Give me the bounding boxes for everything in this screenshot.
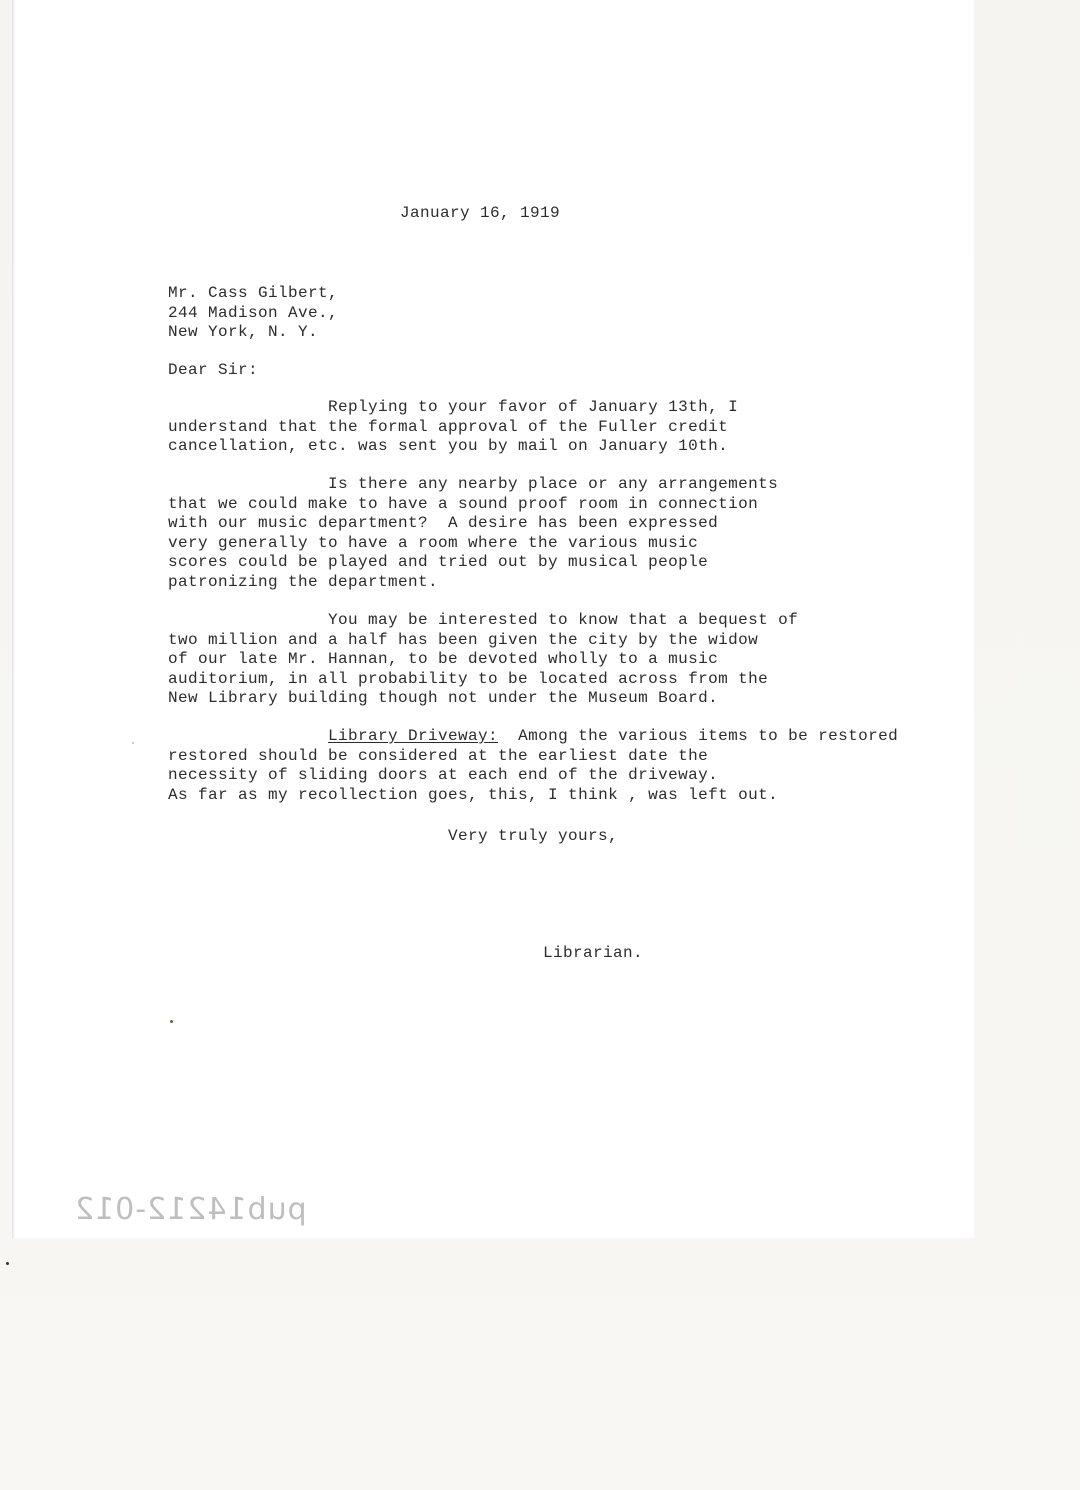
paragraph-indent [168, 727, 328, 745]
paper-speck [6, 1262, 9, 1265]
paragraph-line: necessity of sliding doors at each end of the driveway. [168, 766, 719, 784]
paragraph-line: You may be interested to know that a bequest of [168, 611, 799, 629]
paragraph-line: Among the various items to be restored [498, 727, 899, 745]
paragraph-line: scores could be played and tried out by musical people [168, 553, 709, 571]
letter-date: January 16, 1919 [400, 204, 561, 222]
salutation: Dear Sir: [168, 361, 259, 379]
page-edge-shadow [12, 0, 15, 1238]
address-line-city: New York, N. Y. [168, 323, 319, 341]
paragraph-line: of our late Mr. Hannan, to be devoted wholly to a music [168, 650, 719, 668]
driveway-heading: Library Driveway: [328, 727, 499, 745]
paragraph-line: that we could make to have a sound proof room in connection [168, 494, 759, 513]
paragraph-library-driveway [168, 727, 898, 805]
paragraph-line: cancellation, etc. was sent you by mail on January 10th. [168, 437, 729, 455]
paragraph-bequest [168, 611, 798, 709]
paragraph-line: understand that the formal approval of the Fuller credit [168, 417, 729, 436]
paper-speck [170, 1020, 173, 1023]
paragraph-line: New Library building though not under the Museum Board. [168, 689, 719, 707]
paragraph-line: restored should be considered at the earliest date the [168, 746, 709, 765]
paragraph-line: with our music department? A desire has been expressed [168, 514, 719, 532]
paragraph-line: auditorium, in all probability to be located across from the [168, 669, 769, 688]
paragraph-line: very generally to have a room where the various music [168, 533, 699, 552]
archive-pencil-mark: pub14212-012 [74, 1192, 307, 1227]
paragraph-line: Is there any nearby place or any arrangements [168, 475, 779, 493]
signature-title: Librarian. [543, 944, 644, 962]
complimentary-close: Very truly yours, [448, 827, 619, 845]
paragraph-approval [168, 398, 738, 457]
paragraph-line: As far as my recollection goes, this, I think , was left out. [168, 785, 779, 804]
paragraph-sound-proof-room [168, 475, 778, 592]
paragraph-line: patronizing the department. [168, 572, 439, 591]
address-line-street: 244 Madison Ave., [168, 303, 339, 322]
recipient-address [168, 284, 338, 343]
address-line-name: Mr. Cass Gilbert, [168, 284, 339, 302]
paper-speck [132, 742, 134, 744]
paragraph-line: Replying to your favor of January 13th, I [168, 398, 739, 416]
paragraph-line: two million and a half has been given the city by the widow [168, 630, 759, 649]
